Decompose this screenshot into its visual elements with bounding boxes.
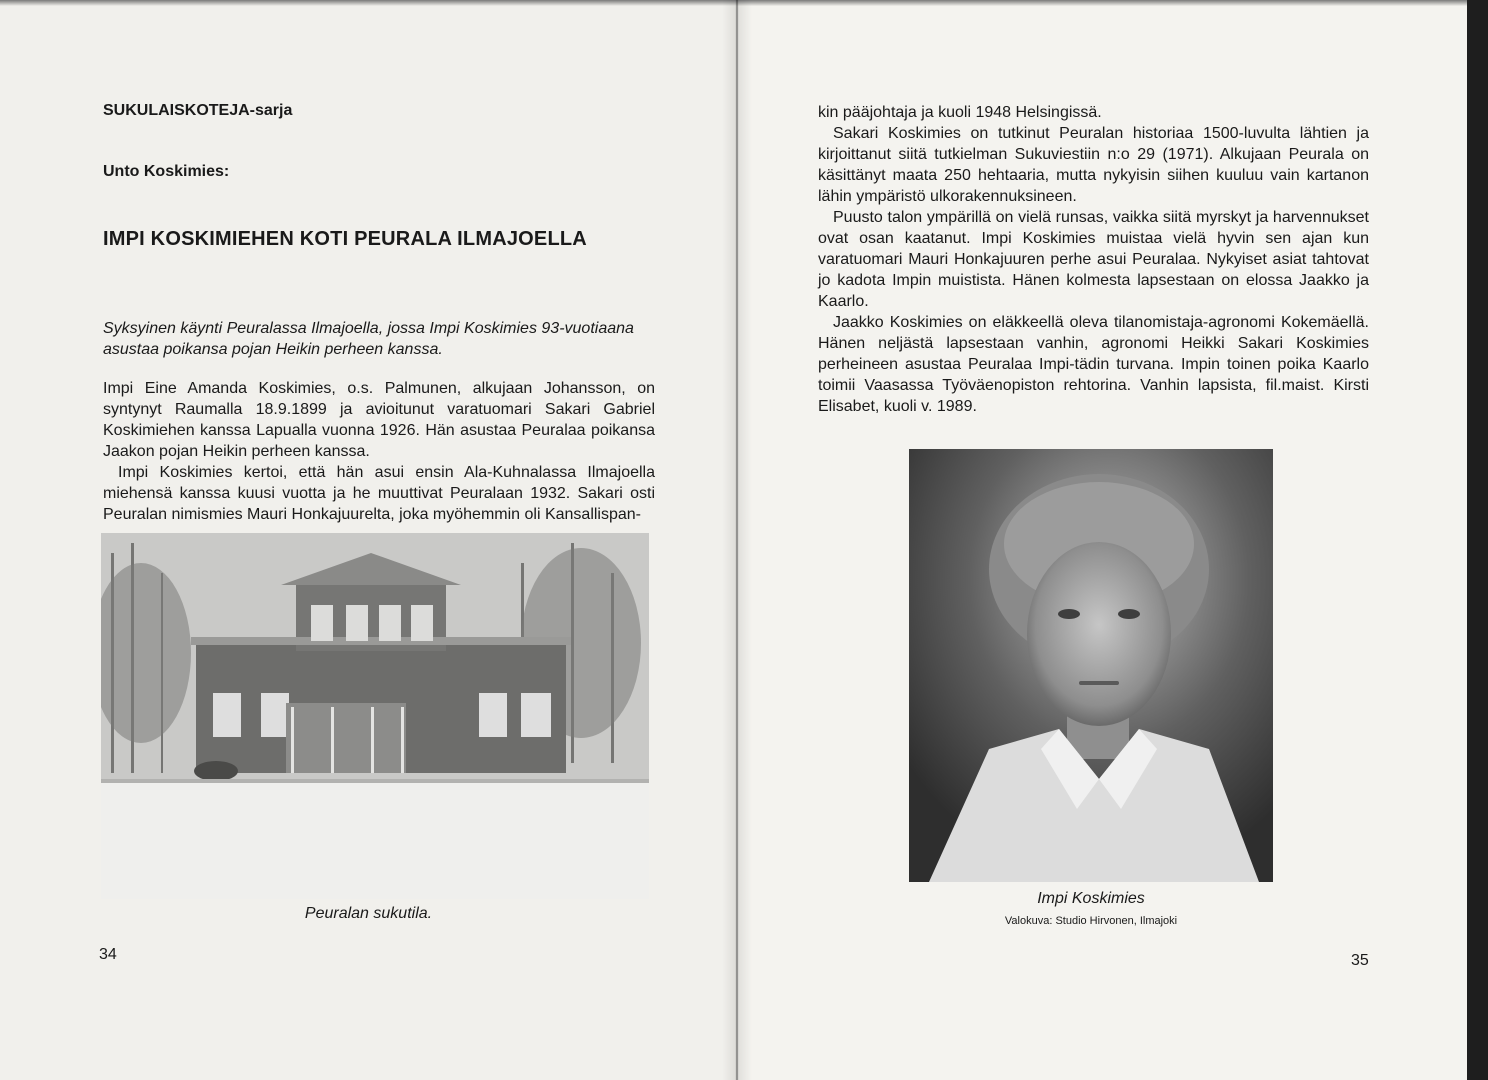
portrait-illustration: [909, 449, 1273, 882]
paragraph: Sakari Koskimies on tutkinut Peuralan historiaa 1500-luvulta lähtien ja kirjoittanut siitä tutkielman Sukuviestiin n:o 29 (1971). Alkujaan Peurala on käsittänyt maata 250 hehtaaria, mutta nykyisin siihen kuuluu vain kartanon lähin ympäristö ulkorakennuksineen.: [818, 125, 1369, 205]
house-photo-caption: Peuralan sukutila.: [304, 905, 433, 922]
paragraph: Puusto talon ympärillä on vielä runsas, vaikka siitä myrskyt ja harvennukset ovat osan kaatanut. Impi Koskimies muistaa vielä hyvin sen ajan kun varatuomari Mauri Honkajuuren perhe asui Peuralaa. Nykyiset asiat tahtovat jo kadota Impin muistista. Hänen kolmesta lapsestaan on elossa Jaakko ja Kaarlo.: [818, 209, 1369, 310]
house-photo: [101, 533, 649, 899]
left-page: [0, 0, 737, 1080]
page-number-left: 34: [99, 946, 117, 963]
series-label: SUKULAISKOTEJA-sarja: [103, 102, 293, 119]
right-body: [818, 102, 1369, 417]
paragraph: kin pääjohtaja ja kuoli 1948 Helsingissä.: [818, 104, 1102, 121]
paragraph: Impi Koskimies kertoi, että hän asui ensin Ala-Kuhnalassa Ilmajoella miehensä kanssa kuusi vuotta ja he muuttivat Peuralaan 1932. Sakari osti Peuralan nimismies Mauri Honkajuurelta, joka myöhemmin oli Kansallispan-: [103, 464, 655, 523]
left-body: [103, 378, 655, 525]
book-gutter: [722, 0, 752, 1080]
portrait-photo: [909, 449, 1273, 882]
portrait-photo-credit: Valokuva: Studio Hirvonen, Ilmajoki: [1004, 915, 1178, 927]
portrait-photo-caption: Impi Koskimies: [1037, 890, 1145, 907]
scan-edge: [1467, 0, 1488, 1080]
paragraph: Jaakko Koskimies on eläkkeellä oleva tilanomistaja-agronomi Kokemäellä. Hänen neljästä lapsestaan vanhin, agronomi Heikki Sakari Koskimies perheineen asustaa Peuralaa Impi-tädin turvana. Impin toinen poika Kaarlo toimii Vaasassa Työväenopiston rehtorina. Vanhin lapsista, fil.maist. Kirsti Elisabet, kuoli v. 1989.: [818, 314, 1369, 415]
paragraph: Impi Eine Amanda Koskimies, o.s. Palmunen, alkujaan Johansson, on syntynyt Raumalla 18.9.1899 ja avioitunut varatuomari Sakari Gabriel Koskimiehen kanssa Lapualla vuonna 1926. Hän asustaa Peuralaa poikansa Jaakon pojan Heikin perheen kanssa.: [103, 380, 655, 460]
house-illustration: [101, 533, 649, 899]
article-title: IMPI KOSKIMIEHEN KOTI PEURALA ILMAJOELLA: [103, 228, 587, 250]
article-lead: Syksyinen käynti Peuralassa Ilmajoella, jossa Impi Koskimies 93-vuotiaana asustaa poikansa pojan Heikin perheen kanssa.: [103, 320, 634, 358]
author-byline: Unto Koskimies:: [103, 163, 230, 180]
page-number-right: 35: [1351, 952, 1369, 969]
